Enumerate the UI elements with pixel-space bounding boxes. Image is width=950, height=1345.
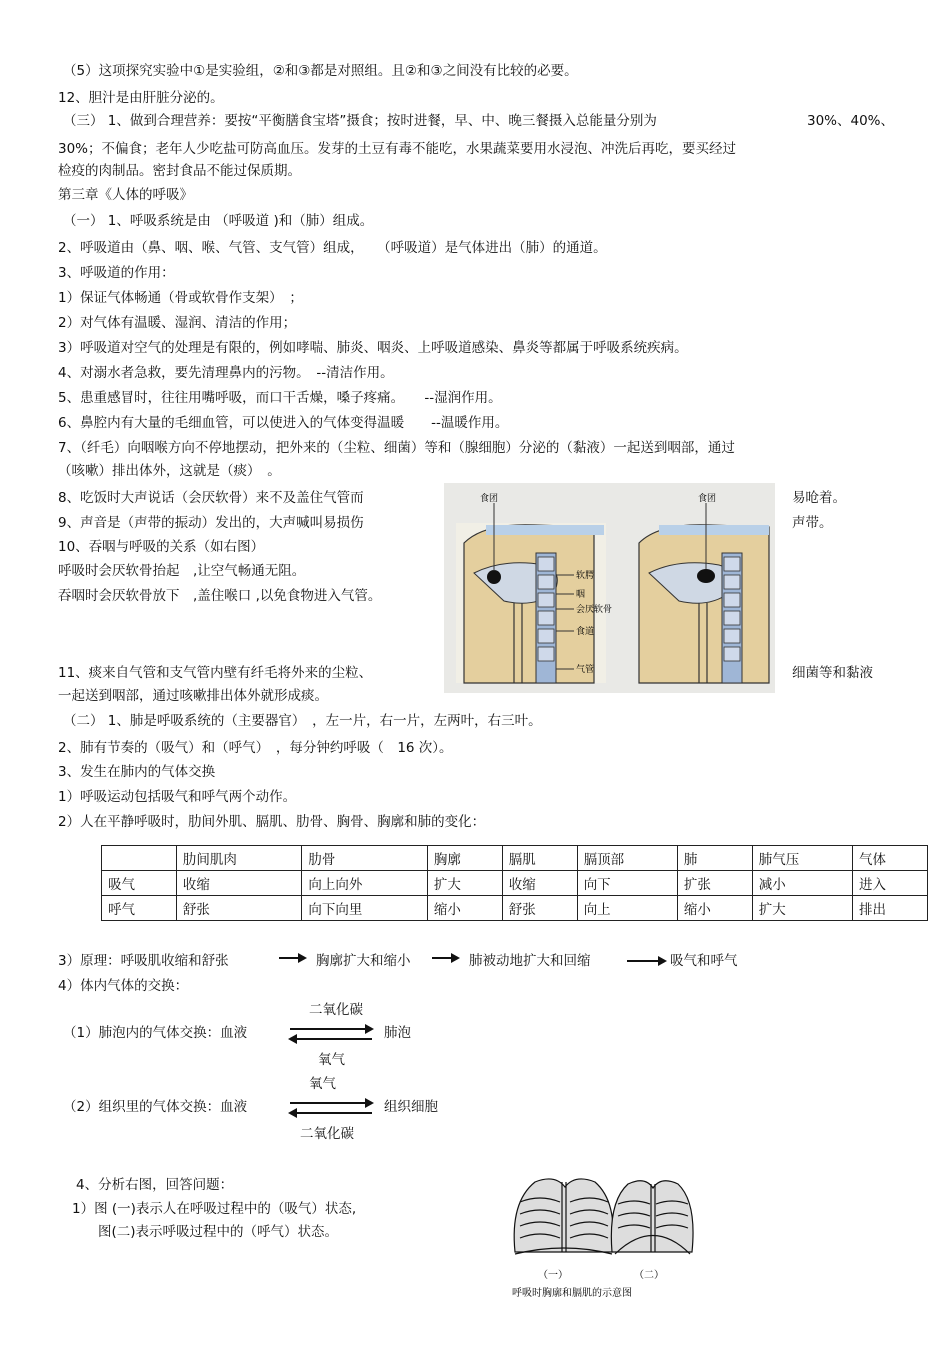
text-line: 2）对气体有温暖、湿润、清洁的作用； (58, 315, 297, 331)
table-cell: 排出 (853, 896, 928, 921)
text-line: 10、吞咽与呼吸的关系（如右图） (58, 539, 265, 555)
exchange-label: 肺泡 (384, 1025, 411, 1041)
arrow-right-icon (279, 957, 305, 959)
text-line: 2、肺有节奏的（吸气）和（呼气） ，每分钟约呼吸（ 16 次）。 (58, 740, 453, 756)
swallow-breathe-figure (444, 483, 775, 693)
exchange-label: 组织细胞 (384, 1099, 438, 1115)
figure1-label: 咽 (576, 590, 586, 600)
text-line: 6、鼻腔内有大量的毛细血管，可以使进入的气体变得温暖 --温暖作用。 (58, 415, 509, 431)
text-line: （二） 1、肺是呼吸系统的（主要器官） ，左一片，右一片，左两叶，右三叶。 (63, 713, 542, 729)
table-cell: 舒张 (502, 896, 577, 921)
arrow-right-icon (627, 960, 665, 962)
exchange-label: 二氧化碳 (300, 1126, 354, 1142)
text-line: 3、发生在肺内的气体交换 (58, 764, 216, 780)
exchange-label: 氧气 (318, 1052, 345, 1068)
table-cell: 缩小 (427, 896, 502, 921)
figure2-caption: 呼吸时胸廓和膈肌的示意图 (512, 1288, 632, 1299)
table-cell: 肺气压 (752, 846, 852, 871)
exchange-label: （2）组织里的气体交换：血液 (63, 1099, 248, 1115)
figure1-label: 气管 (576, 665, 595, 675)
table-cell: 缩小 (677, 896, 752, 921)
table-cell: 扩大 (752, 896, 852, 921)
principle-text: 胸廓扩大和缩小 (316, 953, 411, 969)
table-header-row (102, 846, 928, 871)
text-line: 4）体内气体的交换： (58, 978, 189, 994)
chapter-title: 第三章《人体的呼吸》 (58, 187, 193, 203)
text-line: 5、患重感冒时，往往用嘴呼吸，而口干舌燥，嗓子疼痛。 --湿润作用。 (58, 390, 502, 406)
text-line: 7、（纤毛）向咽喉方向不停地摆动，把外来的（尘粒、细菌）等和（腺细胞）分泌的（黏液）一起送到咽部，通过 (58, 440, 735, 456)
table-row (102, 896, 928, 921)
table-cell: 向下向里 (302, 896, 427, 921)
table-cell: 扩大 (427, 871, 502, 896)
table-cell: 减小 (752, 871, 852, 896)
table-cell (102, 846, 177, 871)
exchange-label: 氧气 (309, 1076, 336, 1092)
text-line: 8、吃饭时大声说话（会厌软骨）来不及盖住气管而 (58, 490, 364, 506)
principle-text: 吸气和呼气 (670, 953, 738, 969)
text-line: 一起送到咽部，通过咳嗽排出体外就形成痰。 (58, 688, 328, 704)
text-line: 细菌等和黏液 (792, 665, 873, 681)
table-cell: 进入 (853, 871, 928, 896)
principle-text: 3）原理：呼吸肌收缩和舒张 (58, 953, 229, 969)
arrow-left-icon (290, 1112, 372, 1114)
text-line: 2、呼吸道由（鼻、咽、喉、气管、支气管）组成， （呼吸道）是气体进出（肺）的通道。 (58, 240, 607, 256)
text-line: 4、分析右图，回答问题： (76, 1177, 234, 1193)
table-cell: 吸气 (102, 871, 177, 896)
text-line: 检疫的肉制品。密封食品不能过保质期。 (58, 163, 301, 179)
arrow-right-icon (432, 957, 458, 959)
table-cell: 气体 (853, 846, 928, 871)
table-cell: 肋间肌肉 (176, 846, 301, 871)
arrow-right-icon (290, 1028, 372, 1030)
text-line: 吞咽时会厌软骨放下 ,盖住喉口 ,以免食物进入气管。 (58, 588, 382, 604)
figure1-food-label-right: 食团 (698, 494, 717, 504)
text-line: 12、胆汁是由肝脏分泌的。 (58, 90, 224, 106)
figure2-label: （一） (538, 1270, 568, 1281)
text-line: 1）呼吸运动包括吸气和呼气两个动作。 (58, 789, 297, 805)
table-cell: 向上向外 (302, 871, 427, 896)
text-line: 4、对溺水者急救，要先清理鼻内的污物。 --清洁作用。 (58, 365, 394, 381)
table-cell: 胸廓 (427, 846, 502, 871)
table-cell: 膈肌 (502, 846, 577, 871)
principle-text: 肺被动地扩大和回缩 (469, 953, 591, 969)
text-line: 30%；不偏食；老年人少吃盐可防高血压。发芽的土豆有毒不能吃，水果蔬菜要用水浸泡、冲洗后再吃，要买经过 (58, 141, 737, 157)
figure1-label: 会厌软骨 (576, 605, 613, 615)
text-line: 易呛着。 (792, 490, 846, 506)
figure2-label: （二） (634, 1270, 664, 1281)
exchange-label: 二氧化碳 (309, 1002, 363, 1018)
table-cell: 收缩 (502, 871, 577, 896)
table-cell: 呼气 (102, 896, 177, 921)
table-cell: 肺 (677, 846, 752, 871)
text-line: 声带。 (792, 515, 833, 531)
text-line: 30%、40%、 (807, 113, 895, 129)
text-line: 9、声音是（声带的振动）发出的，大声喊叫易损伤 (58, 515, 364, 531)
text-line: （一） 1、呼吸系统是由 （呼吸道 )和（肺）组成。 (63, 213, 374, 229)
table-cell: 扩张 (677, 871, 752, 896)
figure1-label: 食道 (576, 627, 595, 637)
text-line: 3、呼吸道的作用： (58, 265, 175, 281)
arrow-left-icon (290, 1038, 372, 1040)
text-line: （5）这项探究实验中①是实验组，②和③都是对照组。且②和③之间没有比较的必要。 (63, 63, 578, 79)
exchange-label: （1）肺泡内的气体交换：血液 (63, 1025, 248, 1041)
text-line: 1）保证气体畅通（骨或软骨作支架） ； (58, 290, 303, 306)
text-line: 2）人在平静呼吸时，肋间外肌、膈肌、肋骨、胸骨、胸廓和肺的变化： (58, 814, 486, 830)
table-cell: 向下 (577, 871, 677, 896)
text-line: 呼吸时会厌软骨抬起 ,让空气畅通无阻。 (58, 563, 306, 579)
text-line: （三） 1、做到合理营养：要按“平衡膳食宝塔”摄食；按时进餐，早、中、晚三餐摄入总能量分别为 (63, 113, 657, 129)
figure1-label: 软腭 (576, 571, 595, 581)
table-cell: 肋骨 (302, 846, 427, 871)
text-line: 1）图 (一)表示人在呼吸过程中的（吸气）状态, (72, 1201, 357, 1217)
table-cell: 膈顶部 (577, 846, 677, 871)
table-cell: 收缩 (176, 871, 301, 896)
text-line: 11、痰来自气管和支气管内壁有纤毛将外来的尘粒、 (58, 665, 373, 681)
text-line: 3）呼吸道对空气的处理是有限的，例如哮喘、肺炎、咽炎、上呼吸道感染、鼻炎等都属于呼吸系统疾病。 (58, 340, 688, 356)
table-cell: 向上 (577, 896, 677, 921)
chest-diaphragm-figure (500, 1172, 700, 1302)
table-cell: 舒张 (176, 896, 301, 921)
breathing-changes-table (101, 845, 928, 921)
text-line: 图(二)表示呼吸过程中的（呼气）状态。 (98, 1224, 339, 1240)
text-line: （咳嗽）排出体外，这就是（痰） 。 (58, 463, 281, 479)
figure1-food-label-left: 食团 (480, 494, 499, 504)
arrow-right-icon (290, 1102, 372, 1104)
table-row (102, 871, 928, 896)
